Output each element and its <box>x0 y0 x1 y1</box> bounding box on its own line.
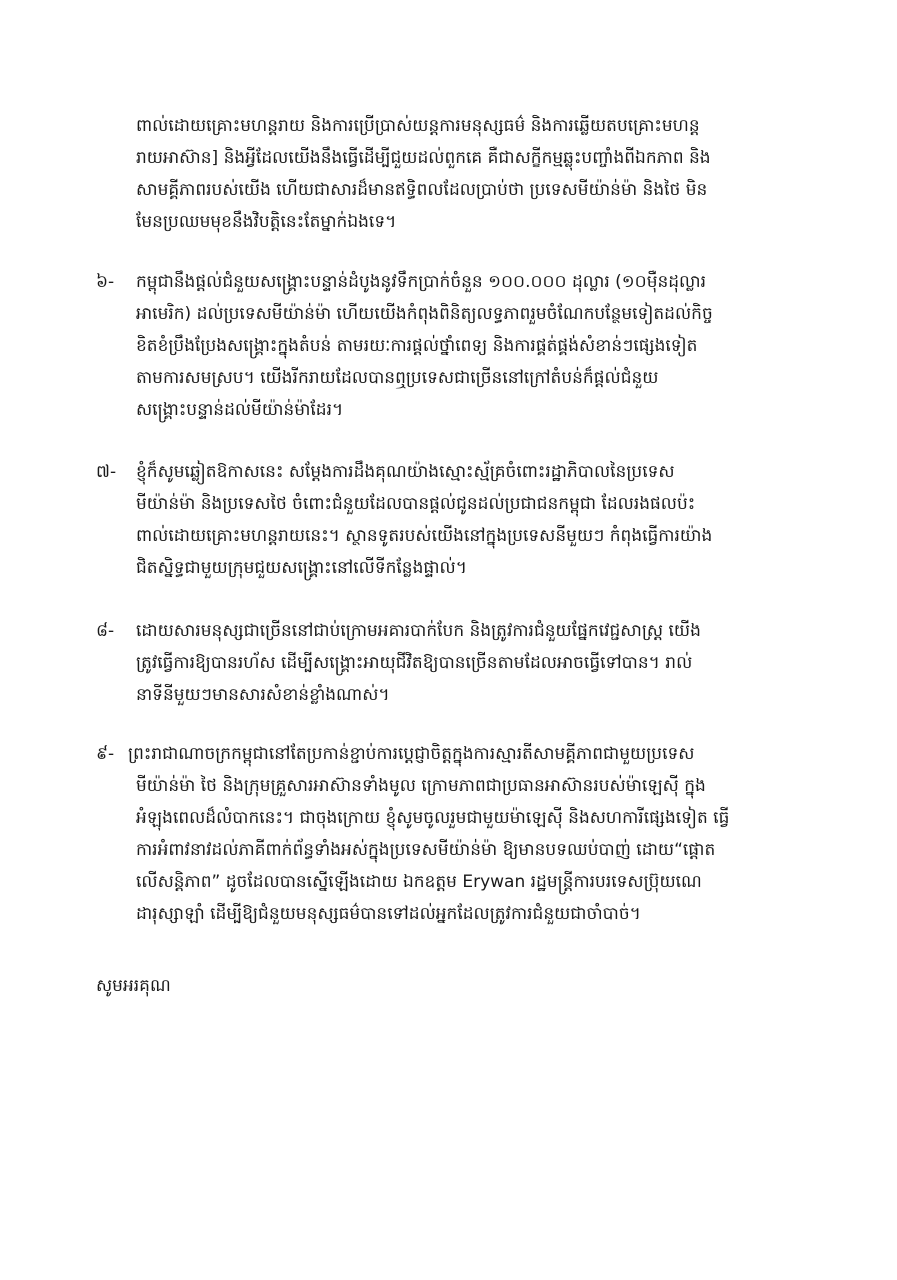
text-line: សាមគ្គីភាពរបស់យើង ហើយជាសារដ៏មានឥទ្ធិពលដែលប្រាប់ថា ប្រទេសមីយ៉ាន់ម៉ា និងថៃ មិន <box>136 180 708 200</box>
text-line: សង្គ្រោះបន្ទាន់ដល់មីយ៉ាន់ម៉ាដែរ។ <box>136 400 344 420</box>
text-line: ពាល់ដោយគ្រោះមហន្តរាយ និងការប្រើប្រាស់យន្តការមនុស្សធម៌ និងការឆ្លើយតបគ្រោះមហន្ត <box>136 116 700 136</box>
closing-text: សូមអរគុណ <box>96 976 171 996</box>
text-line: ជិតស្និទ្ធជាមួយក្រុមជួយសង្គ្រោះនៅលើទីកន្លែងផ្ទាល់។ <box>136 558 467 578</box>
text-line: តាមការសមស្រប។ យើងរីករាយដែលបានឮប្រទេសជាច្រើននៅក្រៅតំបន់ក៏ផ្តល់ជំនួយ <box>136 368 659 388</box>
text-line: ការអំពាវនាវដល់ភាគីពាក់ព័ន្ធទាំងអស់ក្នុងប្រទេសមីយ៉ាន់ម៉ា ឱ្យមានបទឈប់បាញ់ ដោយ“ផ្តោត <box>136 840 716 860</box>
paragraph-item-8 <box>96 615 804 711</box>
text-line: ពាល់ដោយគ្រោះមហន្តរាយនេះ។ ស្ថានទូតរបស់យើងនៅក្នុងប្រទេសនីមួយៗ កំពុងធ្វើការយ៉ាង <box>136 526 713 546</box>
text-line: មីយ៉ាន់ម៉ា និងប្រទេសថៃ ចំពោះជំនួយដែលបានផ្តល់ជូនដល់ប្រជាជនកម្ពុជា ដែលរងផលប៉ះ <box>136 494 696 514</box>
text-line: ដោយសារមនុស្សជាច្រើននៅជាប់ក្រោមអគារបាក់បែក និងត្រូវការជំនួយផ្នែកវេជ្ជសាស្ត្រ យើង <box>136 621 701 641</box>
text-line: ព្រះរាជាណាចក្រកម្ពុជានៅតែប្រកាន់ខ្ជាប់ការប្តេជ្ញាចិត្តក្នុងការស្មារតីសាមគ្គីភាពជាមួយប្រទេស <box>128 744 695 764</box>
text-line: ត្រូវធ្វើការឱ្យបានរហ័ស ដើម្បីសង្គ្រោះអាយុជីវិតឱ្យបានច្រើនតាមដែលអាចធ្វើទៅបាន។ រាល់ <box>136 653 693 673</box>
item-number: ៨- <box>96 621 115 641</box>
text-line: ដារុស្សាឡាំ ដើម្បីឱ្យជំនួយមនុស្សធម៌បានទៅដល់អ្នកដែលត្រូវការជំនួយជាចាំបាច់។ <box>136 904 641 924</box>
text-line: អាមេរិក) ដល់ប្រទេសមីយ៉ាន់ម៉ា ហើយយើងកំពុងពិនិត្យលទ្ធភាពរួមចំណែកបន្ថែមទៀតដល់កិច្ច <box>136 304 713 324</box>
text-line: អំឡុងពេលដ៏លំបាកនេះ។ ជាចុងក្រោយ ខ្ញុំសូមចូលរួមជាមួយម៉ាឡេស៊ី និងសហការីផ្សេងទៀត ធ្វើ <box>136 808 730 828</box>
item-number: ៦- <box>96 272 115 292</box>
text-line: ខិតខំប្រឹងប្រែងសង្គ្រោះក្នុងតំបន់ តាមរយៈការផ្តល់ថ្នាំពេទ្យ និងការផ្គត់ផ្គង់សំខាន់ៗផ្សេងទៀត <box>136 336 698 356</box>
paragraph-continuation <box>96 110 804 238</box>
text-line-first <box>96 456 804 488</box>
item-number: ៩- <box>96 744 115 764</box>
text-line-first <box>96 738 804 770</box>
text-line: លើសន្តិភាព” ដូចដែលបានស្នើឡើងដោយ ឯកឧត្តម Erywan រដ្ឋមន្ត្រីការបរទេសប្រ៊ុយណេ <box>136 872 702 892</box>
text-line: នាទីនីមួយៗមានសារសំខាន់ខ្លាំងណាស់។ <box>136 685 390 705</box>
text-line: រាយអាស៊ាន] និងអ្វីដែលយើងនឹងធ្វើដើម្បីជួយដល់ពួកគេ គឺជាសក្ខីកម្មឆ្លុះបញ្ចាំងពីឯកភាព និង <box>136 148 711 168</box>
item-number: ៧- <box>96 462 117 482</box>
text-line: មែនប្រឈមមុខនឹងវិបត្តិនេះតែម្នាក់ឯងទេ។ <box>136 212 397 232</box>
paragraph-item-7 <box>96 456 804 584</box>
text-line: មីយ៉ាន់ម៉ា ថៃ និងក្រុមគ្រួសារអាស៊ានទាំងមូល ក្រោមភាពជាប្រធានអាស៊ានរបស់ម៉ាឡេស៊ី ក្នុង <box>136 776 706 796</box>
paragraph-item-6 <box>96 266 804 426</box>
text-line-first <box>96 615 804 647</box>
text-line: ខ្ញុំក៏សូមឆ្លៀតឱកាសនេះ សម្តែងការដឹងគុណយ៉ាងស្មោះស្ម័គ្រចំពោះរដ្ឋាភិបាលនៃប្រទេស <box>136 462 675 482</box>
text-line-first <box>96 266 804 298</box>
text-line: កម្ពុជានឹងផ្តល់ជំនួយសង្គ្រោះបន្ទាន់ដំបូងនូវទឹកប្រាក់ចំនួន ១០០.០០០ ដុល្លារ (១០ម៉ឺនដុល្លារ <box>136 272 707 292</box>
paragraph-item-9 <box>96 738 804 930</box>
